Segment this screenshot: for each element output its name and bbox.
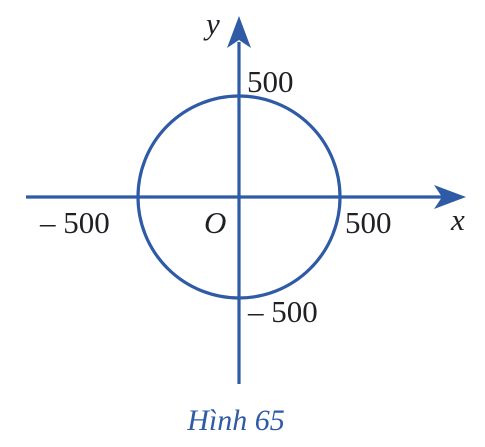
tick-label-x-negative: – 500 <box>40 205 110 240</box>
origin-label: O <box>204 205 227 240</box>
tick-label-x-positive: 500 <box>345 205 392 240</box>
tick-label-y-positive: 500 <box>247 64 294 99</box>
x-axis-label: x <box>451 202 465 237</box>
figure-caption: Hình 65 <box>187 404 285 437</box>
tick-label-y-negative: – 500 <box>248 294 318 329</box>
y-axis-label: y <box>206 6 220 41</box>
